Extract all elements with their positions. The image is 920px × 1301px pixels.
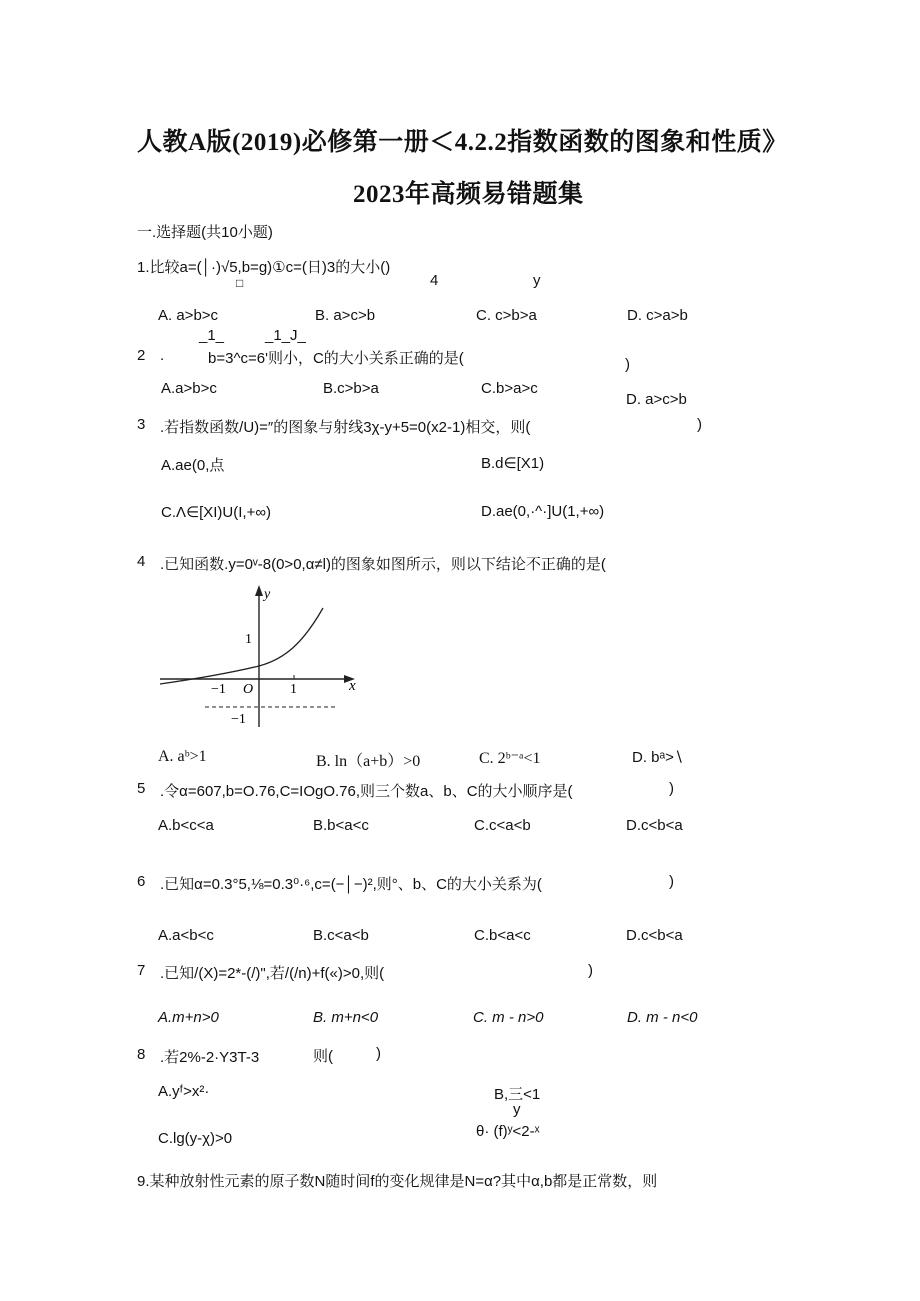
graph-y-axis-label: y [264,587,271,602]
question-8-number: 8 [137,1046,146,1063]
question-4-option-d: D. bᵃ>∖ [632,749,684,766]
question-5-option-d: D.c<b<a [626,817,683,834]
question-8-option-a: A.yᶠ>x²· [158,1083,210,1100]
question-2-number: 2 [137,347,146,364]
question-6-number: 6 [137,873,146,890]
graph-y-tick-1: 1 [245,632,252,647]
question-7-number: 7 [137,962,146,979]
question-6-paren-close: ) [669,873,674,890]
question-8-stem: .若2%-2·Y3T-3 [160,1049,260,1066]
question-6-option-d: D.c<b<a [626,927,683,944]
question-3-stem: .若指数函数/U)=″的图象与射线3χ-y+5=0(x2-1)相交，则( [160,419,531,436]
question-2-option-d: D. a>c>b [626,391,687,408]
question-3-number: 3 [137,416,146,433]
question-1-fragment-4: 4 [430,272,439,289]
question-2-paren-close: ) [625,356,630,373]
graph-x-tick-1: 1 [290,682,297,697]
graph-x-tick-neg1: −1 [211,682,226,697]
question-8-paren-close: ) [376,1045,381,1062]
question-2-option-a: A.a>b>c [161,380,217,397]
question-4-option-c: C. 2ᵇ⁻ᵃ<1 [479,750,541,767]
question-8-then: 则( [313,1048,333,1065]
question-4-function-graph [155,580,365,730]
question-7-option-b: B. m+n<0 [313,1009,379,1026]
question-3-option-a: A.ae(0,点 [161,457,225,474]
question-8-option-b-denominator: y [513,1101,521,1118]
question-2-stem: b=3^c=6'则小，C的大小关系正确的是( [208,350,464,367]
question-2-fragment-1: _1_ [199,327,225,344]
question-1-option-b: B. a>c>b [315,307,376,324]
question-1-option-d: D. c>a>b [627,307,688,324]
graph-x-axis-label: x [349,678,356,694]
question-4-option-a: A. aᵇ>1 [158,748,207,765]
question-8-option-d: θ· (f)ʸ<2-ˣ [476,1123,540,1140]
question-4-number: 4 [137,553,146,570]
question-3-option-d: D.ae(0,·^·]U(1,+∞) [481,503,605,520]
question-3-option-b: B.d∈[X1) [481,455,545,472]
question-7-option-c: C. m - n>0 [473,1009,544,1026]
question-2-fragment-2: _1_J_ [265,327,306,344]
question-4-option-b: B. ln（a+b）>0 [316,753,421,770]
question-7-paren-close: ) [588,962,593,979]
graph-y-tick-neg1: −1 [231,712,246,727]
graph-origin-label: O [243,682,254,697]
question-1-option-c: C. c>b>a [476,307,537,324]
question-6-option-c: C.b<a<c [474,927,531,944]
question-3-option-c: C.Λ∈[XI)U(I,+∞) [161,504,272,521]
question-5-number: 5 [137,780,146,797]
question-7-option-d: D. m - n<0 [627,1009,698,1026]
question-7-stem: .已知/(X)=2*-(/)",若/(/n)+f(«)>0,则( [160,965,385,982]
question-5-paren-close: ) [669,780,674,797]
question-2-option-c: C.b>a>c [481,380,538,397]
question-1-stem: 1.比较a=(│·)√5,b=g)①c=(日)3的大小() [137,259,391,276]
question-7-option-a: A.m+n>0 [158,1009,219,1026]
question-6-stem: .已知α=0.3°5,⅛=0.3⁰·⁶,c=(−│−)²,则°、b、C的大小关系为( [160,876,542,893]
question-6-option-a: A.a<b<c [158,927,214,944]
document-title: 人教A版(2019)必修第一册＜4.2.2指数函数的图象和性质》 [137,129,788,156]
document-subtitle: 2023年高频易错题集 [353,181,584,208]
question-2-dot: . [160,347,165,364]
question-5-option-c: C.c<a<b [474,817,531,834]
question-5-stem: .令α=607,b=O.76,C=IOgO.76,则三个数a、b、C的大小顺序是( [160,783,573,800]
question-1-fragment-y: y [533,272,541,289]
question-5-option-a: A.b<c<a [158,817,214,834]
question-1-option-a: A. a>b>c [158,307,219,324]
question-5-option-b: B.b<a<c [313,817,369,834]
question-1-fragment-box: □ [236,276,244,290]
question-9-stem: 9.某种放射性元素的原子数N随时间f的变化规律是N=α?其中α,b都是正常数，则 [137,1173,658,1190]
question-3-paren-close: ) [697,416,702,433]
question-2-option-b: B.c>b>a [323,380,379,397]
question-8-option-b: B,三<1 [494,1086,541,1103]
section-heading: 一.选择题(共10小题) [137,224,273,241]
question-4-stem: .已知函数.y=0ᵛ-8(0>0,α≠l)的图象如图所示，则以下结论不正确的是( [160,556,606,573]
question-6-option-b: B.c<a<b [313,927,369,944]
question-8-option-c: C.lg(y-χ)>0 [158,1130,233,1147]
